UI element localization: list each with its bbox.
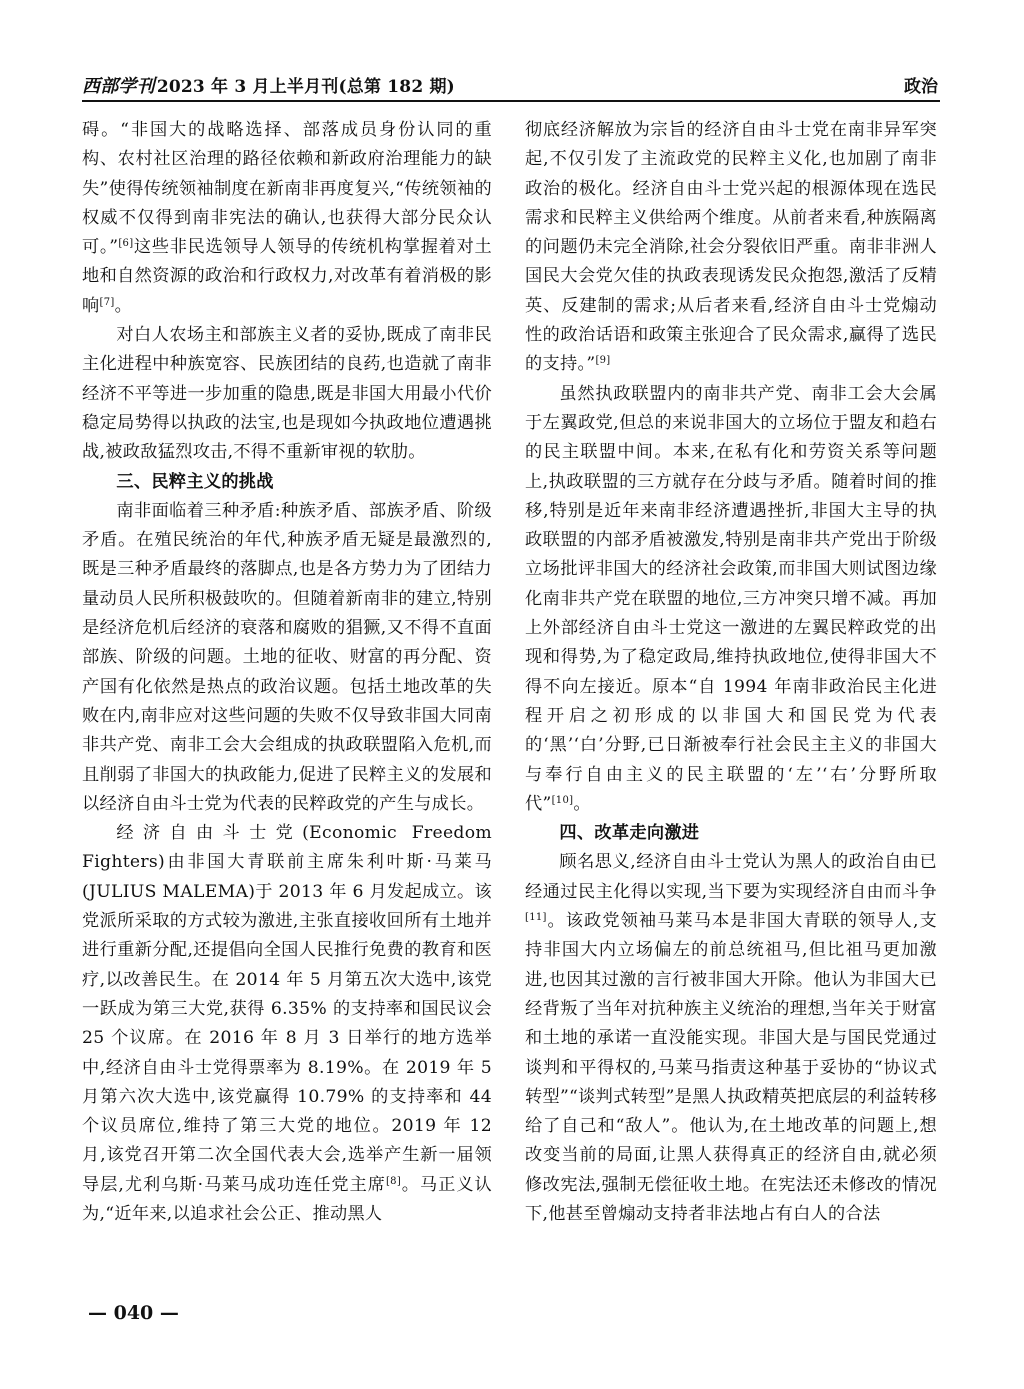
paragraph: 南非面临着三种矛盾:种族矛盾、部族矛盾、阶级矛盾。在殖民统治的年代,种族矛盾无疑是最激烈的,既是三种矛盾最终的落脚点,也是各方势力为了团结力量动员人民所积极鼓吹的。但随着新南非的建立,特别是经济危机后经济的衰落和腐败的猖獗,又不得不直面部族、阶级的问题。土地的征收、财富的再分配、资产国有化依然是热点的政治议题。包括土地改革的失败在内,南非应对这些问题的失败不仅导致非国大同南非共产党、南非工会大会组成的执政联盟陷入危机,而且削弱了非国大的执政能力,促进了民粹主义的发展和以经济自由斗士党为代表的民粹政党的产生与成长。 [82,500,492,814]
left-column [82,116,492,1229]
journal-logo: 西部学刊 [82,76,155,97]
citation: [6] [118,238,134,250]
paragraph [82,116,492,321]
paragraph [525,380,937,819]
citation: [8] [385,1175,402,1187]
text: 。 [573,793,591,814]
text: 经济自由斗士党(Economic Freedom Fighters)由非国大青联前主席朱利叶斯·马莱马(JULIUS MALEMA)于 2013 年 6 月发起成立。该党派所采取的方式较为激进,主张直接收回所有土地并进行重新分配,还提倡向全国人民推行免费的教育和医疗,以改善民生。在 2014 年 5 月第五次大选中,该党一跃成为第三大党,获得 6.35% 的支持率和国民议会 25 个议席。在 2016 年 8 月 3 日举行的地方选举中,经济自由斗士党得票率为 8.19%。在 2019 年 5 月第六次大选中,该党赢得 10.79% 的支持率和 44 个议员席位,维持了第三大党的地位。2019 年 12 月,该党召开第二次全国代表大会,选举产生新一届领导层,尤利乌斯·马莱马成功连任党主席 [82,823,492,1195]
paragraph [525,848,937,1229]
text: 。该政党领袖马莱马本是非国大青联的领导人,支持非国大内立场偏左的前总统祖马,但比祖马更加激进,也因其过激的言行被非国大开除。他认为非国大已经背叛了当年对抗种族主义统治的理想,当年关于财富和土地的承诺一直没能实现。非国大是与国民党通过谈判和平得权的,马莱马指责这种基于妥协的“协议式转型”“谈判式转型”是黑人执政精英把底层的利益转移给了自己和“敌人”。他认为,在土地改革的问题上,想改变当前的局面,让黑人获得真正的经济自由,就必须修改宪法,强制无偿征收土地。在宪法还未修改的情况下,他甚至曾煽动支持者非法地占有白人的合法 [525,911,937,1224]
paragraph [82,819,492,1229]
header-rule [82,100,940,102]
paragraph [525,116,937,380]
paragraph: 对白人农场主和部族主义者的妥协,既成了南非民主化进程中种族宽容、民族团结的良药,也造就了南非经济不平等进一步加重的隐患,既是非国大用最小代价稳定局势得以执政的法宝,也是现如今执政地位遭遇挑战,被政敌猛烈攻击,不得不重新审视的软肋。 [82,325,492,463]
text: 虽然执政联盟内的南非共产党、南非工会大会属于左翼政党,但总的来说非国大的立场位于盟友和趋右的民主联盟中间。本来,在私有化和劳资关系等问题上,执政联盟的三方就存在分歧与矛盾。随着时间的推移,特别是近年来南非经济遭遇挫折,非国大主导的执政联盟的内部矛盾被激发,特别是南非共产党出于阶级立场批评非国大的经济社会政策,而非国大则试图边缘化南非共产党在联盟的地位,三方冲突只增不减。再加上外部经济自由斗士党这一激进的左翼民粹政党的出现和得势,为了稳定政局,维持执政地位,使得非国大不得不向左接近。原本“自 1994 年南非政治民主化进程开启之初形成的以非国大和国民党为代表的‘黑’‘白’分野,已日渐被奉行社会民主主义的非国大与奉行自由主义的民主联盟的‘左’‘右’分野所取代” [525,383,937,814]
section-heading: 四、改革走向激进 [559,823,700,844]
text: 彻底经济解放为宗旨的经济自由斗士党在南非异军突起,不仅引发了主流政党的民粹主义化,也加剧了南非政治的极化。经济自由斗士党兴起的根源体现在选民需求和民粹主义供给两个维度。从前者来看,种族隔离的问题仍未完全消除,社会分裂依旧严重。南非非洲人国民大会党欠佳的执政表现诱发民众抱怨,激活了反精英、反建制的需求;从后者来看,经济自由斗士党煽动性的政治话语和政策主张迎合了民众需求,赢得了选民的支持。” [525,120,937,375]
text: 这些非民选领导人领导的传统机构掌握着对土地和自然资源的政治和行政权力,对改革有着消极的影响 [82,237,492,316]
right-column [525,116,937,1229]
text: 碍。“非国大的战略选择、部落成员身份认同的重构、农村社区治理的路径依赖和新政府治理能力的缺失”使得传统领袖制度在新南非再度复兴,“传统领袖的权威不仅得到南非宪法的确认,也获得大部分民众认可。” [82,120,492,258]
text: 。 [114,295,133,316]
section-heading: 三、民粹主义的挑战 [116,471,274,492]
section-label: 政治 [904,77,938,97]
citation: [7] [99,296,115,308]
text: 。马正义认为,“近年来,以追求社会公正、推动黑人 [82,1174,492,1224]
citation: [11] [525,912,547,924]
citation: [10] [551,794,574,806]
journal-title [82,72,455,98]
issue-info: 2023 年 3 月上半月刊(总第 182 期) [156,77,455,97]
citation: [9] [595,355,611,367]
page-number: — 040 — [88,1302,179,1324]
text: 顾名思义,经济自由斗士党认为黑人的政治自由已经通过民主化得以实现,当下要为实现经济自由而斗争 [525,852,937,902]
running-header [82,72,940,102]
